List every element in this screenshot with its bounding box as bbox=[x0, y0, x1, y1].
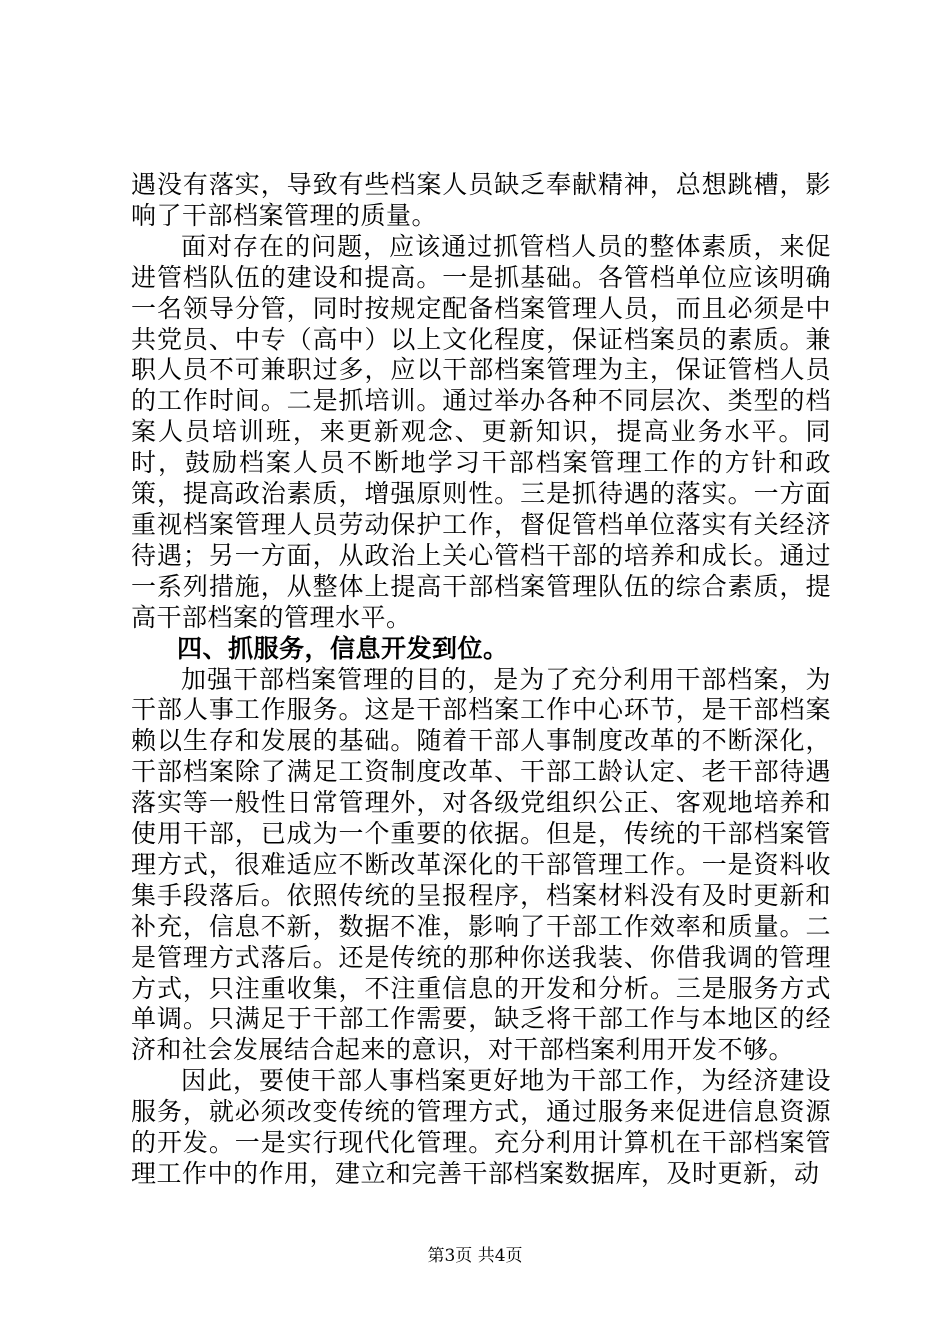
paragraph-therefore: 因此，要使干部人事档案更好地为干部工作，为经济建设服务，就必须改变传统的管理方式，通过服务来促进信息资源的开发。一是实行现代化管理。充分利用计算机在干部档案管理工作中的作用，建立和完善干部档案数据库，及时更新，动 bbox=[131, 1066, 831, 1188]
paragraph-continuation: 遇没有落实，导致有些档案人员缺乏奉献精神，总想跳槽，影响了干部档案管理的质量。 bbox=[131, 170, 831, 230]
paragraph-staff-quality: 面对存在的问题，应该通过抓管档人员的整体素质，来促进管档队伍的建设和提高。一是抓基础。各管档单位应该明确一名领导分管，同时按规定配备档案管理人员，而且必须是中共党员、中专（高中）以上文化程度，保证档案员的素质。兼职人员不可兼职过多，应以干部档案管理为主，保证管档人员的工作时间。二是抓培训。通过举办各种不同层次、类型的档案人员培训班，来更新观念、更新知识，提高业务水平。同时，鼓励档案人员不断地学习干部档案管理工作的方针和政策，提高政治素质，增强原则性。三是抓待遇的落实。一方面重视档案管理人员劳动保护工作，督促管档单位落实有关经济待遇；另一方面，从政治上关心管档干部的培养和成长。通过一系列措施，从整体上提高干部档案管理队伍的综合素质，提高干部档案的管理水平。 bbox=[131, 231, 831, 632]
paragraph-service-purpose: 加强干部档案管理的目的，是为了充分利用干部档案，为干部人事工作服务。这是干部档案工作中心环节，是干部档案赖以生存和发展的基础。随着干部人事制度改革的不断深化，干部档案除了满足工资制度改革、干部工龄认定、老干部待遇落实等一般性日常管理外，对各级党组织公正、客观地培养和使用干部，已成为一个重要的依据。但是，传统的干部档案管理方式，很难适应不断改革深化的干部管理工作。一是资料收集手段落后。依照传统的呈报程序，档案材料没有及时更新和补充，信息不新，数据不准，影响了干部工作效率和质量。二是管理方式落后。还是传统的那种你送我装、你借我调的管理方式，只注重收集，不注重信息的开发和分析。三是服务方式单调。只满足于干部工作需要，缺乏将干部工作与本地区的经济和社会发展结合起来的意识，对干部档案利用开发不够。 bbox=[131, 664, 831, 1065]
page-footer: 第3页 共4页 bbox=[427, 1246, 523, 1266]
section-heading-four: 四、抓服务，信息开发到位。 bbox=[177, 633, 509, 663]
document-body bbox=[131, 170, 831, 1190]
